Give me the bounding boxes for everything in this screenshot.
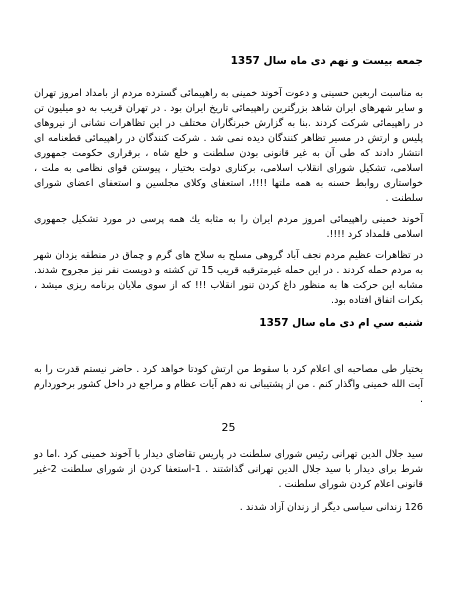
paragraph-arbaeen-march: به مناسبت اربعين حسينی و دعوت آخوند خمينی به راهپيمائی گسترده مردم از بامداد امروز تهران و ساير شهرهای ايران شاهد بزرگترين راهپيمائی تاريخ ايران بود . در تهران قريب به دو ميليون تن در راهپيمائی شركت كردند .بنا به گزارش خبرنگاران مختلف در اين تظاهرات نشانی از نيروهای پليس و ارتش در مسير تظاهر كنندگان ديده نمی شد . شركت كنندگان در راهپيمائی قطعنامه ای انتشار دادند كه طی آن به غير قانونی بودن سلطنت و خلع شاه ، برقراری حكومت جمهوری اسلامی، تشكيل شورای انقلاب اسلامی، بركناری دولت بختيار ، پيوستن قوای نظامی به ملت ، خواستاری روابط حسنه به همه ملتها !!!!، استعفای وكلای مجلسين و استعفای اعضای شورای سلطنت .	[34, 88, 423, 204]
paragraph-najafabad: در تظاهرات عظيم مردم نجف آباد گروهی مسلح به سلاح های گرم و چماق در منطقه يزدان شهر به مردم حمله كردند . در اين حمله غيرمترقبه قريب 15 تن كشته و دويست نفر نيز مجروح شدند. مشابه اين حركت ها به منظور داغ كردن تنور انقلاب !!! كه از سوی ملايان برنامه ريزی ميشد ، بكرات اتفاق افتاده بود.	[34, 250, 423, 306]
paragraph-bakhtiar-interview: بختيار طی مصاحبه ای اعلام كرد با سقوط من ارتش كودتا خواهد كرد . حاضر نيستم قدرت را به آيت الله خمينی واگذار كنم . من از پشتيبانی نه دهم آيات عظام و مراجع در داخل كشور برخوردارم .	[34, 364, 423, 405]
date-heading-saturday: شنبه سي ام دی ماه سال 1357	[259, 317, 423, 329]
date-heading-friday: جمعه بيست و نهم دی ماه سال 1357	[230, 55, 423, 67]
page-number: 25	[221, 421, 236, 434]
paragraph-tehrani-paris: سيد جلال الدين تهرانی رئيس شورای سلطنت در پاريس تقاضای ديدار با آخوند خمينی كرد .اما دو شرط برای ديدار با سيد جلال الدين تهرانی گذاشتند . 1-استعفا كردن از شورای سلطنت 2-غير قانونی اعلام كردن شورای سلطنت .	[34, 449, 423, 490]
paragraph-referendum: آخوند خمينی راهپيمائی امروز مردم ايران را به مثابه يك همه پرسی در مورد تشكيل جمهوری اسلامی قلمداد كرد !!!!.	[34, 214, 423, 240]
paragraph-prisoners-released: 126 زندانی سياسی ديگر از زندان آزاد شدند .	[239, 502, 423, 513]
